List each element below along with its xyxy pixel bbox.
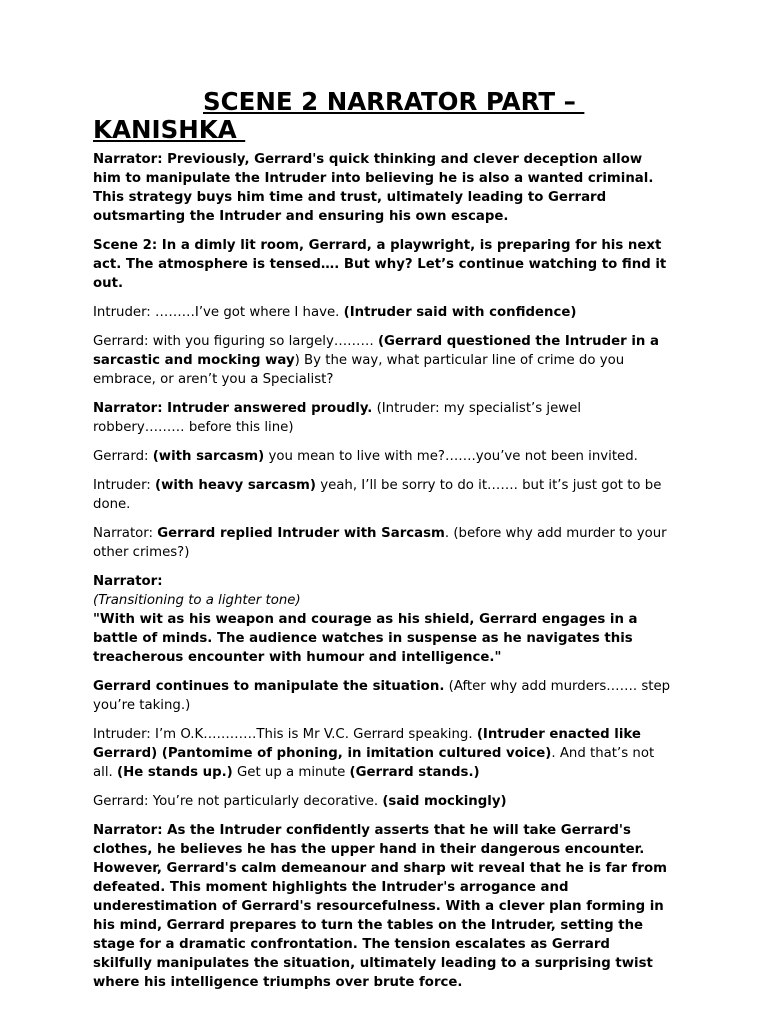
narrator-label: Narrator:	[93, 574, 163, 589]
stage-direction: (with sarcasm)	[152, 449, 265, 464]
dialogue-text: Get up a minute	[232, 765, 350, 780]
dialogue-text: (Intruder: my specialist’s jewel robbery……… before this line)	[93, 401, 582, 435]
stage-direction: (Gerrard stands.)	[349, 765, 480, 780]
dialogue-text: Gerrard: You’re not particularly decorative.	[93, 794, 383, 809]
dialogue-text: Intruder: ………I’ve got where I have.	[93, 305, 344, 320]
intro-paragraph: Narrator: Previously, Gerrard's quick thinking and clever deception allow him to manipulate the Intruder into believing he is also a wanted criminal. This strategy buys him time and trust, ultimately leading to Gerrard outsmarting the Intruder and ensuring his own escape.	[93, 152, 654, 224]
title-line-2: KANISHKA	[93, 115, 246, 144]
dialogue-line	[93, 399, 672, 437]
dialogue-text: . (before why add murder to your other crimes?)	[93, 526, 667, 560]
dialogue-line	[93, 476, 672, 514]
dialogue-text: Gerrard:	[93, 449, 153, 464]
stage-direction: Gerrard replied Intruder with Sarcasm	[157, 526, 445, 541]
dialogue-line	[93, 725, 672, 782]
dialogue-text: . And that’s not all.	[93, 746, 655, 780]
stage-direction: (Intruder said with confidence)	[343, 305, 577, 320]
dialogue-text: yeah, I’ll be sorry to do it……. but it’s just got to be done.	[93, 478, 662, 512]
tone-direction: (Transitioning to a lighter tone)	[93, 593, 301, 608]
stage-direction: (Gerrard questioned the Intruder in a sarcastic and mocking way	[93, 334, 659, 368]
closing-paragraph: Narrator: As the Intruder confidently asserts that he will take Gerrard's clothes, he believes he has the upper hand in their dangerous encounter. However, Gerrard's calm demeanour and sharp wit reveal that he is far from defeated. This moment highlights the Intruder's arrogance and underestimation of Gerrard's resourcefulness. With a clever plan forming in his mind, Gerrard prepares to turn the tables on the Intruder, setting the stage for a dramatic confrontation. The tension escalates as Gerrard skilfully manipulates the situation, ultimately leading to a surprising twist where his intelligence triumphs over brute force.	[93, 823, 667, 990]
stage-direction: Gerrard continues to manipulate the situation.	[93, 679, 445, 694]
page-title	[93, 88, 672, 144]
dialogue-line	[93, 524, 672, 562]
dialogue-text: ) By the way, what particular line of crime do you embrace, or aren’t you a Specialist?	[93, 353, 625, 387]
dialogue-line	[93, 332, 672, 389]
title-line-1: SCENE 2 NARRATOR PART –	[203, 87, 585, 116]
dialogue-text: (After why add murders……. step you’re taking.)	[93, 679, 671, 713]
scene-setup-paragraph: Scene 2: In a dimly lit room, Gerrard, a playwright, is preparing for his next act. The atmosphere is tensed…. But why? Let’s continue watching to find it out.	[93, 238, 667, 291]
stage-direction: (with heavy sarcasm)	[155, 478, 316, 493]
dialogue-line	[93, 303, 672, 322]
stage-direction: (Intruder enacted like Gerrard) (Pantomime of phoning, in imitation cultured voice)	[93, 727, 641, 761]
dialogue-text: Intruder:	[93, 478, 156, 493]
dialogue-line	[93, 447, 672, 466]
dialogue-line	[93, 677, 672, 715]
dialogue-text: Gerrard: with you figuring so largely………	[93, 334, 378, 349]
narrator-quote: "With wit as his weapon and courage as his shield, Gerrard engages in a battle of minds. The audience watches in suspense as he navigates this treacherous encounter with humour and intelligence."	[93, 612, 638, 665]
stage-direction: (He stands up.)	[117, 765, 233, 780]
stage-direction: Narrator: Intruder answered proudly.	[93, 401, 373, 416]
dialogue-text: Narrator:	[93, 526, 158, 541]
dialogue-text: Intruder: I’m O.K…………This is Mr V.C. Gerrard speaking.	[93, 727, 477, 742]
narrator-block	[93, 572, 672, 667]
dialogue-line	[93, 792, 672, 811]
dialogue-text: you mean to live with me?…….you’ve not been invited.	[264, 449, 638, 464]
stage-direction: (said mockingly)	[382, 794, 507, 809]
